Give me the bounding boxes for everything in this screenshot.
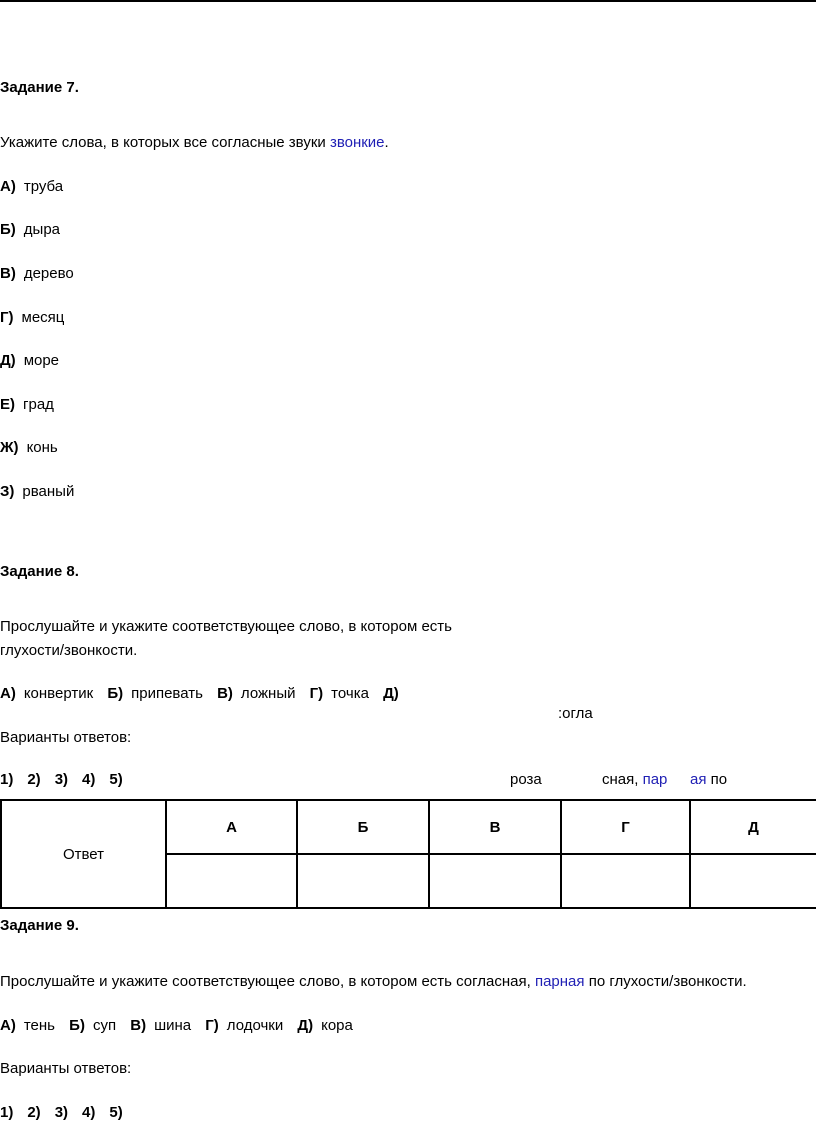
task7-option-z	[0, 482, 74, 502]
task9-question-suffix: по глухости/звонкости.	[584, 973, 747, 990]
option-letter: Д)	[0, 352, 16, 369]
column-header-g: Г	[561, 800, 690, 854]
option-letter: Б)	[107, 685, 124, 702]
option-word: рваный	[22, 483, 75, 500]
option-word: суп	[92, 1017, 117, 1034]
task7-question-suffix: .	[384, 134, 389, 151]
answer-number: 4)	[82, 1104, 96, 1121]
column-header-a: А	[166, 800, 297, 854]
task8-options-row	[0, 684, 417, 704]
column-header-b: Б	[297, 800, 429, 854]
answer-number: 4)	[82, 771, 96, 788]
answer-cell-g[interactable]	[561, 854, 690, 908]
task7-question	[0, 133, 389, 153]
task9-question-text: Прослушайте и укажите соответствующее слово, в котором есть согласная,	[0, 973, 535, 990]
task9-title: Задание 9.	[0, 917, 79, 934]
option-word: лодочки	[226, 1017, 284, 1034]
task9-option-v	[130, 1017, 191, 1034]
answer-number: 2)	[27, 1104, 41, 1121]
option-letter: А)	[0, 685, 16, 702]
answer-number: 3)	[54, 771, 69, 788]
task7-option-zh	[0, 438, 58, 458]
task7-option-b	[0, 220, 60, 240]
answer-cell-b[interactable]	[297, 854, 429, 908]
task8-option-a	[0, 685, 93, 702]
answer-number: 1)	[0, 1104, 14, 1121]
task9-variants-label: Варианты ответов:	[0, 1060, 132, 1077]
option-letter: Ж)	[0, 439, 19, 456]
option-letter: В)	[217, 685, 233, 702]
option-word: море	[23, 352, 60, 369]
task9-question-highlight: парная	[534, 973, 585, 990]
fragment-text: сная,	[602, 771, 643, 788]
task9-option-b	[69, 1017, 116, 1034]
task7-option-a	[0, 177, 63, 197]
task8-fragment-2: роза	[510, 771, 542, 788]
task9-option-d	[297, 1017, 352, 1034]
option-letter: В)	[130, 1017, 147, 1034]
task7-title: Задание 7.	[0, 79, 79, 96]
task8-fragment-3	[602, 770, 667, 790]
option-letter: Г)	[0, 309, 14, 326]
option-letter: Д)	[383, 685, 399, 702]
option-letter: З)	[0, 483, 15, 500]
task9-question	[0, 972, 747, 992]
option-word: ложный	[240, 685, 296, 702]
answer-number: 5)	[109, 1104, 123, 1121]
option-word: точка	[331, 685, 369, 702]
option-word: тень	[23, 1017, 55, 1034]
task7-option-v	[0, 264, 74, 284]
task8-question-line1: Прослушайте и укажите соответствующее слово, в котором есть	[0, 618, 452, 635]
option-word: труба	[23, 178, 64, 195]
option-word: град	[23, 396, 54, 413]
task9-numbers-row	[0, 1103, 137, 1123]
option-letter: Б)	[69, 1017, 85, 1034]
task8-fragment-1: :огла	[558, 705, 593, 722]
answer-cell-v[interactable]	[429, 854, 561, 908]
task8-option-b	[107, 685, 203, 702]
column-header-v: В	[429, 800, 561, 854]
option-word: месяц	[21, 309, 65, 326]
task9-options-row	[0, 1016, 363, 1036]
task8-question-line2: глухости/звонкости.	[0, 642, 138, 659]
option-letter: В)	[0, 265, 16, 282]
option-letter: Е)	[0, 396, 15, 413]
task8-numbers-row	[0, 770, 137, 790]
option-letter: А)	[0, 1017, 16, 1034]
task8-option-d	[383, 685, 407, 702]
task7-question-highlight: звонкие	[329, 134, 385, 151]
answer-cell-d[interactable]	[690, 854, 816, 908]
fragment-highlight: ая	[690, 771, 707, 788]
column-header-d: Д	[690, 800, 816, 854]
option-word: кора	[321, 1017, 353, 1034]
answer-table	[0, 799, 816, 909]
option-letter: А)	[0, 178, 16, 195]
answer-number: 5)	[109, 771, 123, 788]
answer-number: 2)	[27, 771, 41, 788]
task9-option-g	[205, 1017, 283, 1034]
task7-option-d	[0, 351, 59, 371]
task7-question-text: Укажите слова, в которых все согласные звуки	[0, 134, 330, 151]
fragment-highlight: пар	[642, 771, 668, 788]
option-word: конвертик	[23, 685, 94, 702]
top-rule	[0, 0, 816, 2]
option-letter: Г)	[205, 1017, 219, 1034]
option-word: конь	[26, 439, 58, 456]
answer-cell-a[interactable]	[166, 854, 297, 908]
task8-title: Задание 8.	[0, 563, 79, 580]
task8-option-g	[310, 685, 369, 702]
task7-option-e	[0, 395, 54, 415]
option-word: припевать	[131, 685, 203, 702]
option-letter: Б)	[0, 221, 16, 238]
option-letter: Д)	[297, 1017, 314, 1034]
answer-number: 1)	[0, 771, 14, 788]
task7-option-g	[0, 308, 64, 328]
fragment-text: по	[706, 771, 728, 788]
task8-option-v	[217, 685, 295, 702]
option-letter: Г)	[309, 685, 324, 702]
task9-option-a	[0, 1017, 55, 1034]
option-word: дерево	[23, 265, 74, 282]
task8-fragment-4	[690, 770, 727, 790]
answer-row-label: Ответ	[1, 800, 166, 908]
option-word: шина	[154, 1017, 192, 1034]
answer-number: 3)	[54, 1104, 69, 1121]
task8-variants-label: Варианты ответов:	[0, 729, 132, 746]
option-word: дыра	[23, 221, 60, 238]
